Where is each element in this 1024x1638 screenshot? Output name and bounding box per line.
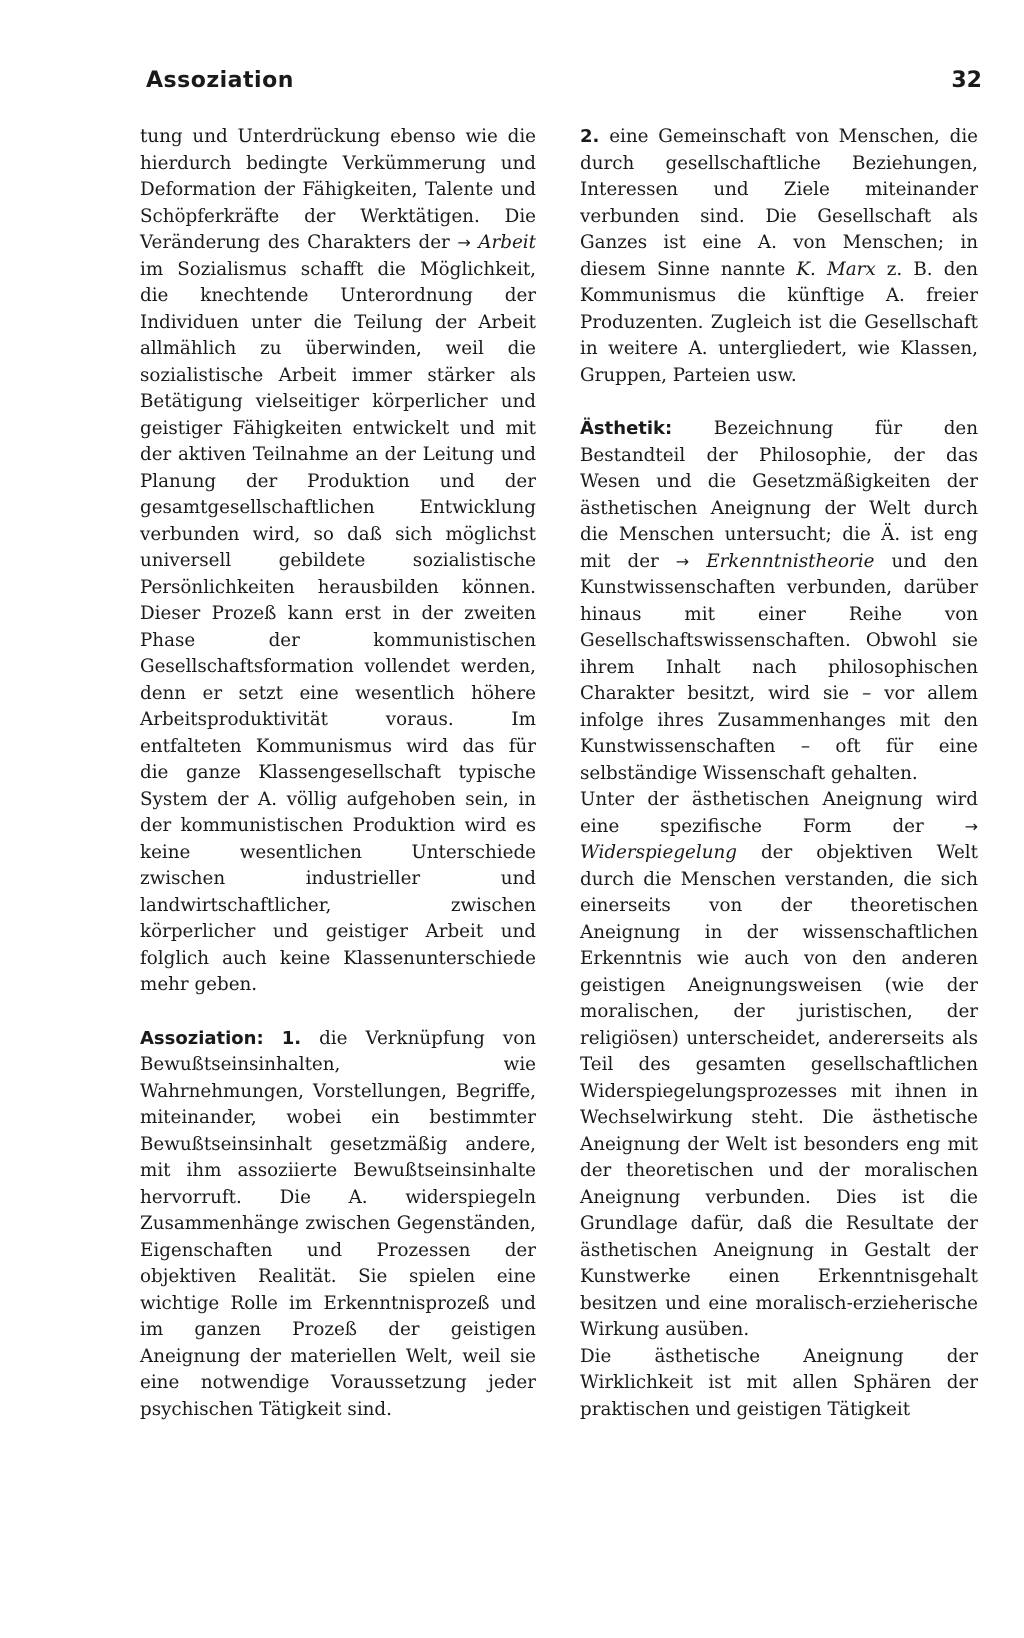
left-column	[140, 124, 536, 1423]
entry-assoziation: Assoziation: 1. die Verknüpfung von Bewußtseinsinhalten, wie Wahrnehmungen, Vorstellungen, Begriffe, miteinander, wobei ein bestimmter Bewußtseinsinhalt gesetzmäßig andere, mit ihm assoziierte Bewußtseinsinhalte hervorruft. Die A. widerspiegeln Zusammenhänge zwischen Gegenständen, Eigenschaften und Prozessen der objektiven Realität. Sie spielen eine wichtige Rolle im Erkenntnisprozeß und im ganzen Prozeß der geistigen Aneignung der materiellen Welt, weil sie eine notwendige Voraussetzung jeder psychischen Tätigkeit sind.	[140, 1027, 536, 1420]
cross-reference-erkenntnistheorie[interactable]: Erkenntnistheorie	[706, 550, 875, 572]
continued-paragraph: tung und Unterdrückung ebenso wie die hierdurch bedingte Verkümmerung und Deformation der Fähigkeiten, Talente und Schöpferkräfte der Werktätigen. Die Veränderung des Charakters der → Arbeit im Sozialismus schafft die Möglichkeit, die knechtende Unterordnung der Individuen unter die Teilung der Arbeit allmählich zu überwinden, weil die sozialistische Arbeit immer stärker als Betätigung vielseitiger körperlicher und geistiger Fähigkeiten entwickelt und mit der aktiven Teilnahme an der Leitung und Planung der Produktion und der gesamtgesellschaftlichen Entwicklung verbunden wird, so daß sich möglichst universell gebildete sozialistische Persönlichkeiten herausbilden können. Dieser Prozeß kann erst in der zweiten Phase der kommunistischen Gesellschaftsformation vollendet werden, denn er setzt eine wesentlich höhere Arbeitsproduktivität voraus. Im entfalteten Kommunismus wird das für die ganze Klassengesellschaft typische System der A. völlig aufgehoben sein, in der kommunistischen Produktion wird es keine wesentlichen Unterschiede zwischen industrieller und landwirtschaftlicher, zwischen körperlicher und geistiger Arbeit und folglich auch keine Klassenunterschiede mehr geben.	[140, 126, 536, 995]
aesthetik-paragraph-2: Unter der ästhetischen Aneignung wird eine spezifische Form der → Widerspiegelung der objektiven Welt durch die Menschen verstanden, die sich einerseits von der theoretischen Aneignung in der wissenschaftlichen Erkenntnis wie auch von den anderen geistigen Aneignungsweisen (wie der moralischen, der juristischen, der religiösen) unterscheidet, andererseits als Teil des gesamten gesellschaftlichen Widerspiegelungsprozesses mit ihnen in Wechselwirkung steht. Die ästhetische Aneignung der Welt ist besonders eng mit der theoretischen und der moralischen Aneignung verbunden. Dies ist die Grundlage dafür, daß die Resultate der ästhetischen Aneignung in Gestalt der Kunstwerke einen Erkenntnisgehalt besitzen und eine moralisch-erzieherische Wirkung ausüben.	[580, 789, 978, 1340]
cross-reference-arrow-icon: →	[964, 816, 978, 836]
running-header	[146, 68, 982, 98]
cross-reference-arrow-icon: →	[675, 551, 690, 571]
entry-assoziation-sense-2: 2. eine Gemeinschaft von Menschen, die durch gesellschaftliche Beziehungen, Interessen und Ziele miteinander verbunden sind. Die Gesellschaft als Ganzes ist eine A. von Menschen; in diesem Sinne nannte K. Marx z. B. den Kommunismus die künftige A. freier Produzenten. Zugleich ist die Gesellschaft in weitere A. untergliedert, wie Klassen, Gruppen, Parteien usw.	[580, 126, 978, 386]
person-name: K. Marx	[796, 258, 876, 280]
right-column	[580, 124, 978, 1423]
header-title: Assoziation	[146, 68, 294, 93]
cross-reference-arrow-icon: →	[457, 233, 471, 252]
entry-aesthetik: Ästhetik: Bezeichnung für den Bestandteil der Philosophie, der das Wesen und die Gesetzmäßigkeiten der ästhetischen Aneignung der Welt durch die Menschen untersucht; die Ä. ist eng mit der → Erkenntnistheorie und den Kunstwissenschaften verbunden, darüber hinaus mit einer Reihe von Gesellschaftswissenschaften. Obwohl sie ihrem Inhalt nach philosophischen Charakter besitzt, wird sie – vor allem infolge ihres Zusammenhanges mit den Kunstwissenschaften – oft für eine selbständige Wissenschaft gehalten.	[580, 418, 979, 784]
entry-keyword: Ästhetik:	[580, 418, 673, 439]
cross-reference-widerspiegelung[interactable]: Widerspiegelung	[580, 842, 737, 863]
sense-number: 1.	[281, 1027, 302, 1049]
aesthetik-paragraph-3: Die ästhetische Aneignung der Wirklichkeit ist mit allen Sphären der praktischen und geistigen Tätigkeit	[580, 1345, 978, 1420]
sense-number: 2.	[580, 126, 600, 147]
page-number: 32	[951, 68, 982, 93]
cross-reference-arbeit[interactable]: Arbeit	[478, 232, 536, 253]
entry-keyword: Assoziation:	[140, 1027, 264, 1049]
